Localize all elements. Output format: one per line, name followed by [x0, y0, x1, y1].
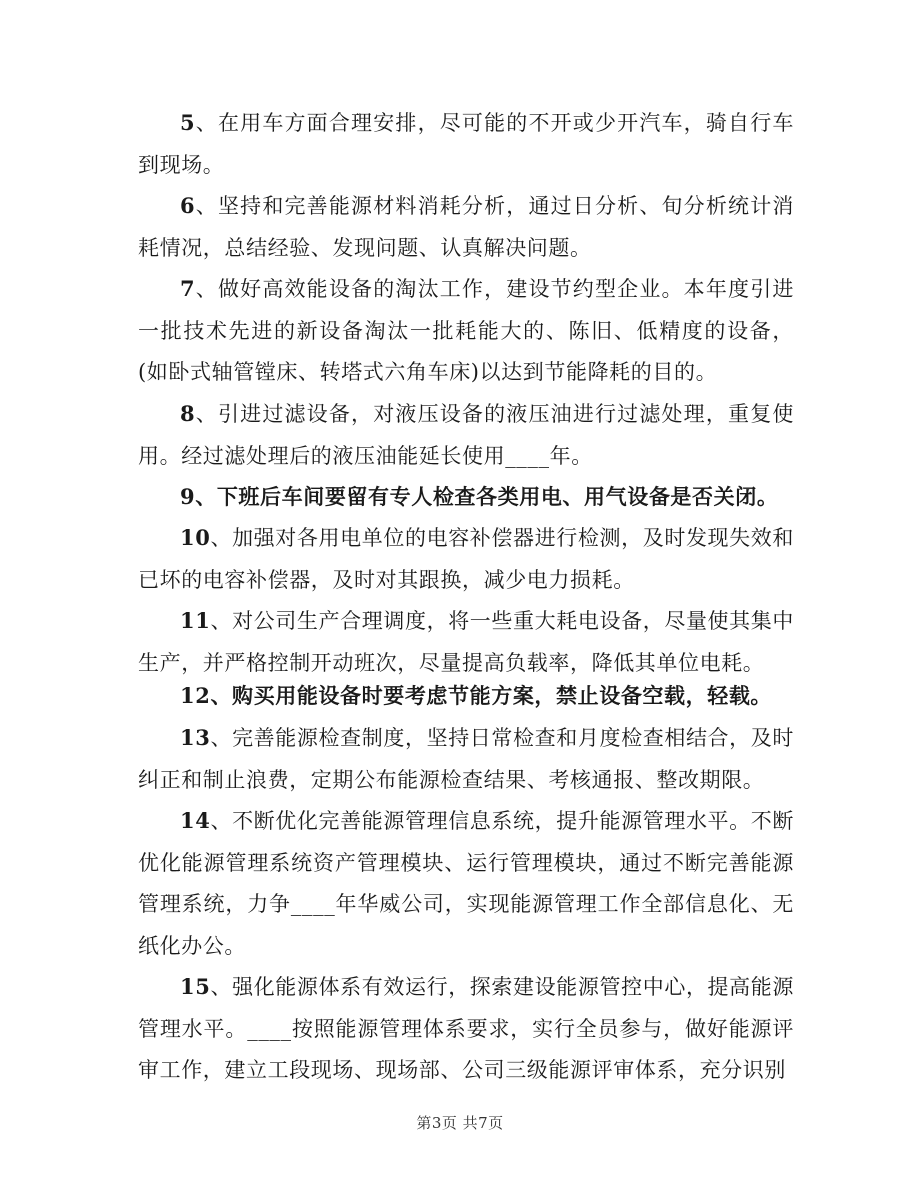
paragraph-item-15: [138, 966, 794, 1092]
item-text: 、下班后车间要留有专人检查各类用电、用气设备是否关闭。: [195, 484, 779, 509]
item-text: 、对公司生产合理调度，将一些重大耗电设备，尽量使其集中生产，并严格控制开动班次，尽量提高负载率，降低其单位电耗。: [138, 609, 794, 675]
page-number-footer: 第3页 共7页: [416, 1114, 504, 1132]
item-number: 7: [180, 276, 196, 301]
item-text: 、引进过滤设备，对液压设备的液压油进行过滤处理，重复使用。经过滤处理后的液压油能延长使用____年。: [138, 402, 794, 468]
item-number: 9: [180, 484, 196, 509]
paragraph-item-5: [138, 102, 794, 186]
item-number: 10: [180, 525, 211, 550]
item-text: 、强化能源体系有效运行，探索建设能源管控中心，提高能源管理水平。____按照能源管理体系要求，实行全员参与，做好能源评审工作，建立工段现场、现场部、公司三级能源评审体系，充分识别: [138, 975, 794, 1082]
item-number: 5: [180, 110, 196, 135]
item-text: 、购买用能设备时要考虑节能方案，禁止设备空载，轻载。: [210, 683, 773, 708]
item-text: 、在用车方面合理安排，尽可能的不开或少开汽车，骑自行车到现场。: [138, 111, 794, 177]
item-text: 、加强对各用电单位的电容补偿器进行检测，及时发现失效和已坏的电容补偿器，及时对其跟换，减少电力损耗。: [138, 526, 794, 592]
item-text: 、不断优化完善能源管理信息系统，提升能源管理水平。不断优化能源管理系统资产管理模块、运行管理模块，通过不断完善能源管理系统，力争____年华威公司，实现能源管理工作全部信息化、无纸化办公。: [138, 809, 794, 958]
paragraph-item-14: [138, 800, 794, 967]
paragraph-item-13: [138, 717, 794, 801]
paragraph-item-9: [138, 476, 794, 518]
item-text: 、坚持和完善能源材料消耗分析，通过日分析、旬分析统计消耗情况，总结经验、发现问题、认真解决问题。: [138, 194, 794, 260]
paragraph-item-11: [138, 600, 794, 684]
paragraph-item-7: [138, 268, 794, 394]
item-number: 8: [180, 401, 196, 426]
paragraph-item-10: [138, 517, 794, 601]
item-number: 11: [180, 608, 211, 633]
item-number: 14: [180, 808, 211, 833]
item-number: 12: [180, 683, 211, 708]
paragraph-item-12: [138, 675, 794, 717]
item-text: 、做好高效能设备的淘汰工作，建设节约型企业。本年度引进一批技术先进的新设备淘汰一批耗能大的、陈旧、低精度的设备，(如卧式轴管镗床、转塔式六角车床)以达到节能降耗的目的。: [138, 277, 794, 384]
item-text: 、完善能源检查制度，坚持日常检查和月度检查相结合，及时纠正和制止浪费，定期公布能源检查结果、考核通报、整改期限。: [138, 726, 794, 792]
item-number: 15: [180, 974, 211, 999]
item-number: 6: [180, 193, 196, 218]
paragraph-item-8: [138, 393, 794, 477]
item-number: 13: [180, 725, 211, 750]
paragraph-item-6: [138, 185, 794, 269]
